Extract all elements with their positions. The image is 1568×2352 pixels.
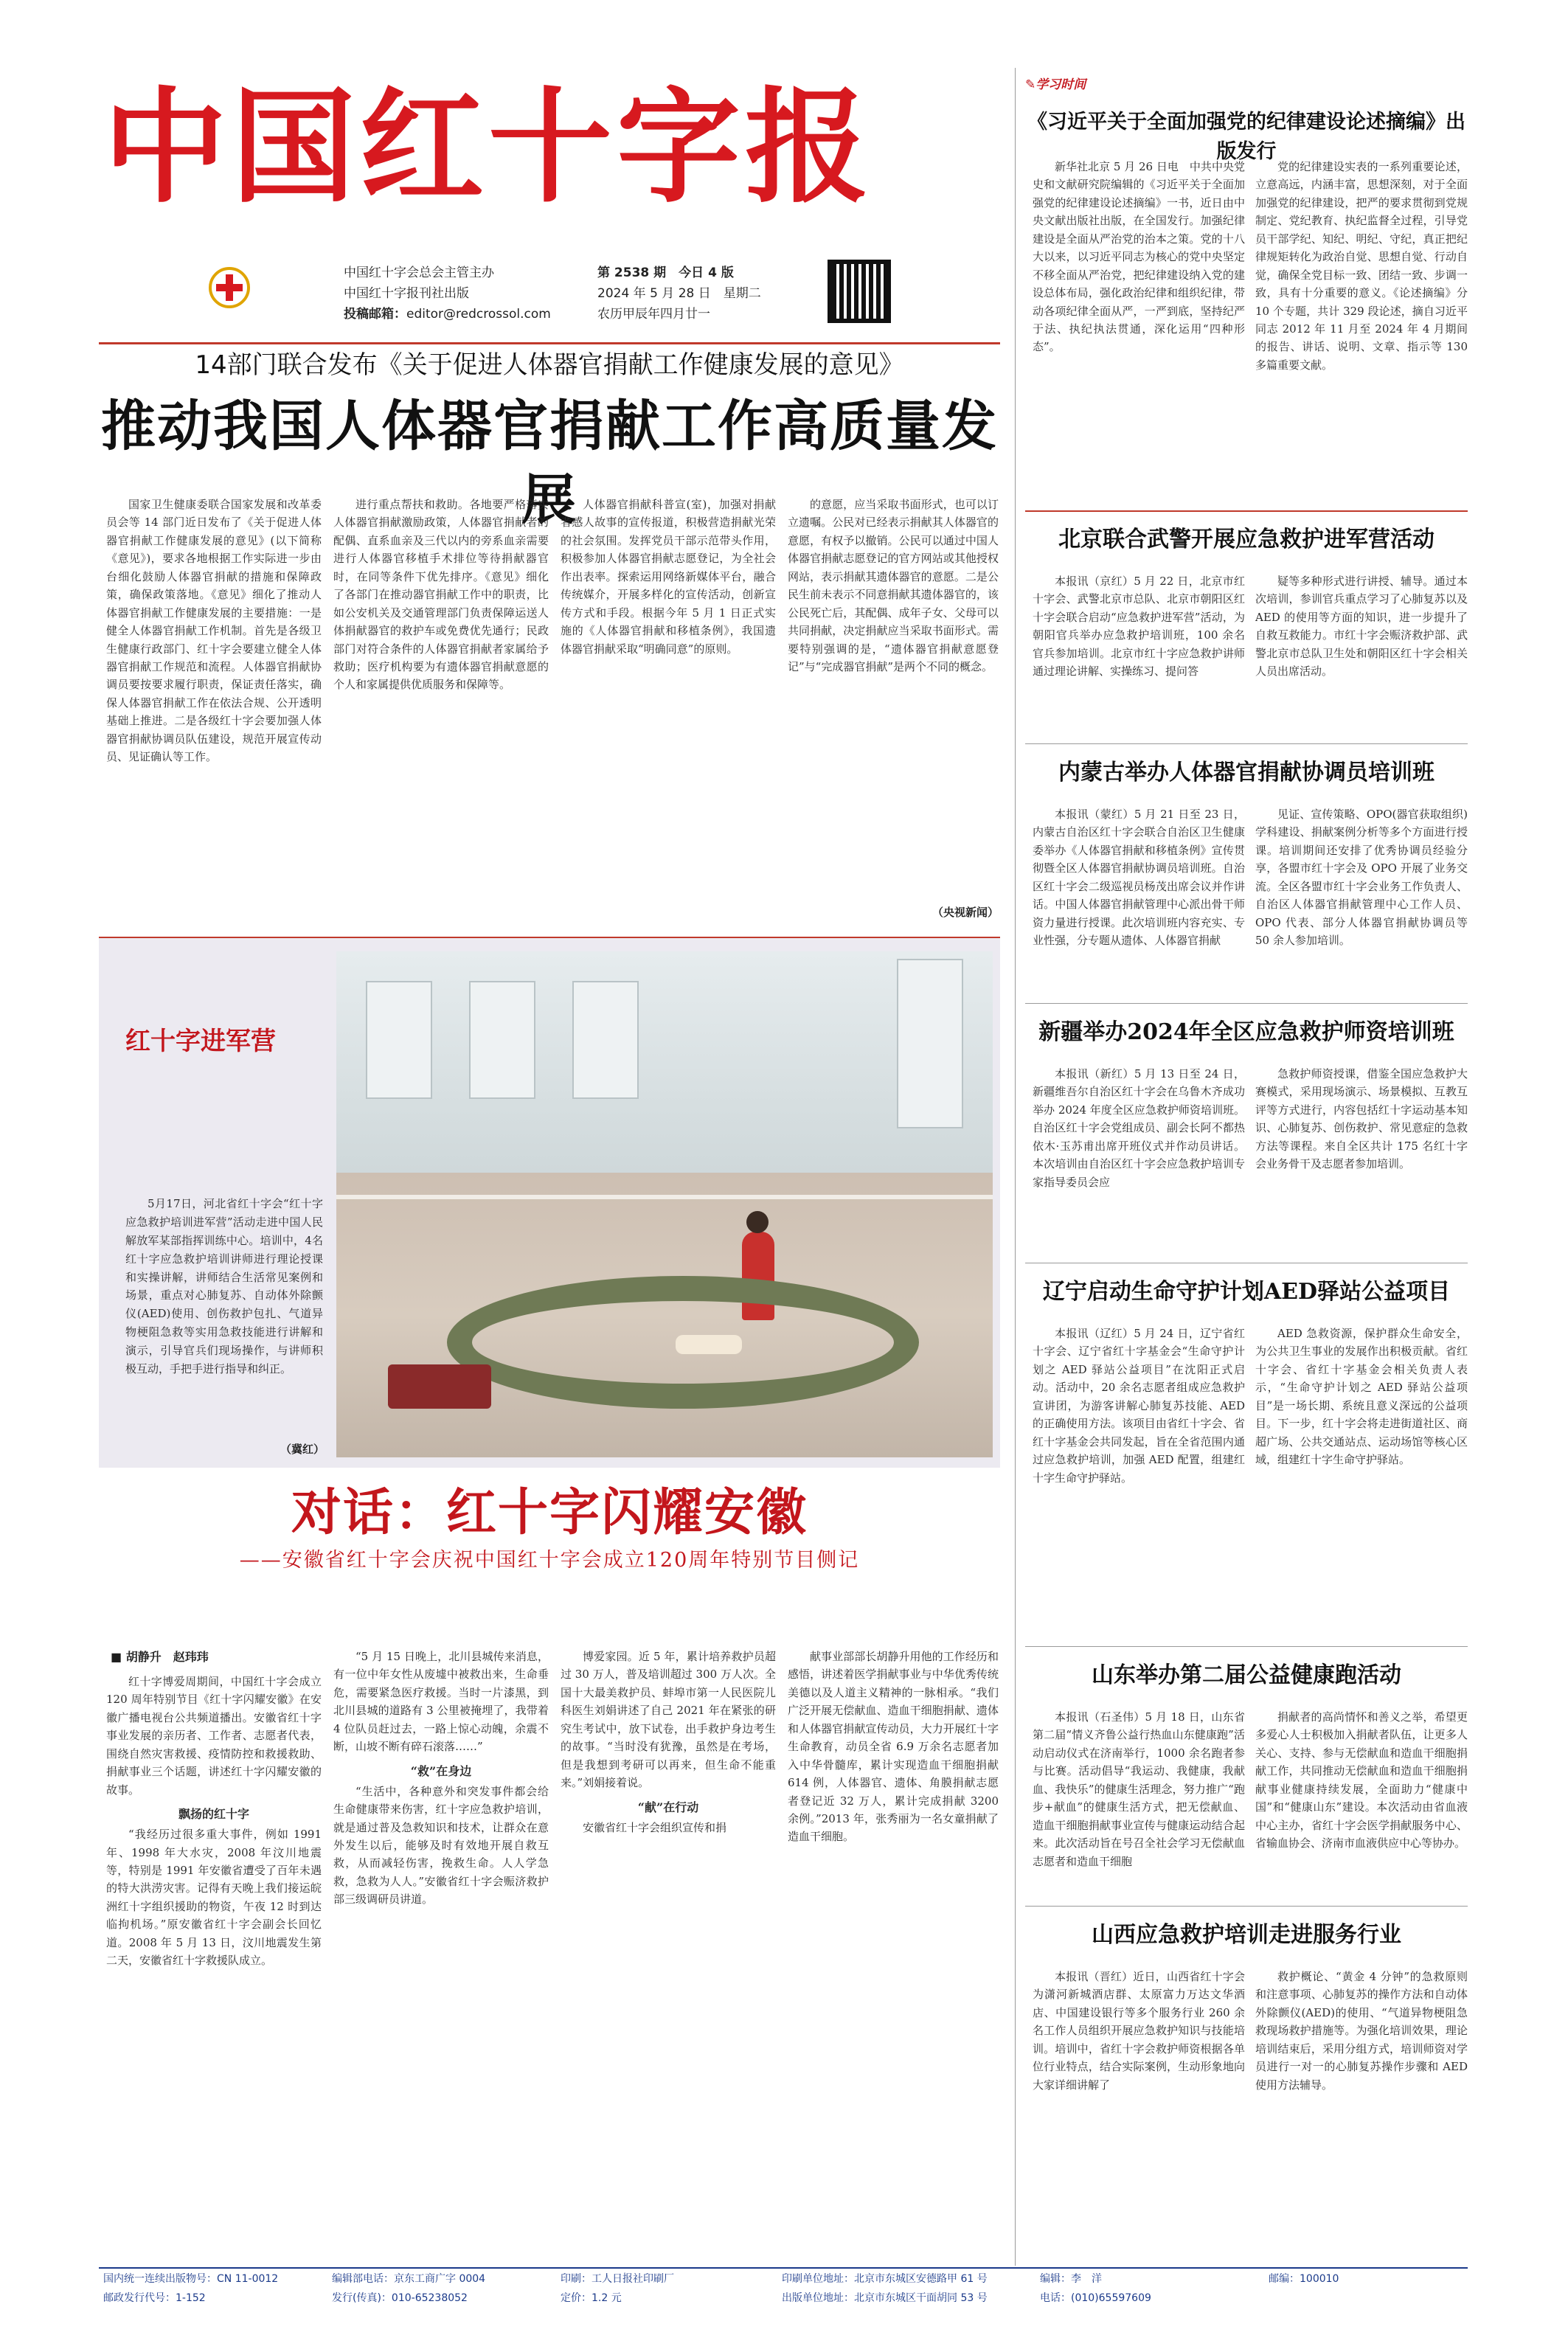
footer-item: 编辑：李 洋: [1040, 2273, 1102, 2285]
news-divider: [1025, 1003, 1468, 1004]
news-headline: 山西应急救护培训走进服务行业: [1092, 1922, 1401, 1948]
news-column-1: 本报讯（京红）5 月 22 日，北京市红十字会、武警北京市总队、北京市朝阳区红十字会联合启动“应急救护进军营”活动，为朝阳官兵举办应急救护培训班，100 余名官兵参加培训。北京市红十字应急救护讲师通过理论讲解、实操练习、提问答: [1033, 575, 1245, 679]
feature-column-3: 博爱家园。近 5 年，累计培养救护员超过 30 万人，普及培训超过 300 万人次。全国十大最美救护员、蚌埠市第一人民医院儿科医生刘娟讲述了自己 2021 年在紧张的研究生考试中，放下试卷，出手救护身边考生的故事。“当时没有犹豫，虽然是在考场，但是我想到考研可以再来，但生命不能重来。”刘娟接着说。 “献”在行动 安徽省红十字会组织宣传和捐: [561, 1650, 776, 1834]
news-headline: 北京联合武警开展应急救护进军营活动: [1058, 527, 1435, 552]
news-divider: [1025, 1906, 1468, 1907]
publisher-line: 中国红十字报刊社出版: [344, 286, 469, 301]
news-column-1: 本报讯（辽红）5 月 24 日，辽宁省红十字会、辽宁省红十字基金会“生命守护计划之 AED 驿站公益项目”在沈阳正式启动。活动中，20 余名志愿者组成应急救护宣讲团，为游客讲解心肺复苏技能、AED 的正确使用方法。该项目由省红十字会、省红十字基金会共同发起，旨在全省范围内通过应急救护培训，加强 AED 配置，组建红十字生命守护驿站。: [1033, 1327, 1245, 1485]
study-column-2: 党的纪律建设实表的一系列重要论述，立意高远，内涵丰富，思想深刻，对于全面加强党的纪律建设，把严的要求贯彻到党规制定、党纪教育、执纪监督全过程，引导党员干部学纪、知纪、明纪、守纪，真正把纪律规矩转化为政治自觉、思想自觉、行动自觉，确保全党目标一致、团结一致、步调一致，具有十分重要的意义。《论述摘编》分 10 个专题，共计 329 段论述，摘自习近平同志 2012 年 11 月至 2024 年 4 月期间的报告、讲话、说明、文章、指示等 130 多篇重要文献。: [1255, 160, 1468, 372]
footer-item: 定价：1.2 元: [561, 2292, 622, 2304]
footer-item: 出版单位地址：北京市东城区干面胡同 53 号: [782, 2292, 988, 2304]
email-address[interactable]: editor@redcrossol.com: [406, 307, 551, 322]
news-column-2: 救护概论、“黄金 4 分钟”的急救原则和注意事项、心肺复苏的操作方法和自动体外除颤仪(AED)的使用、“气道异物梗阻急救现场救护措施等。为强化培训效果，理论培训结束后，采用分组方式，培训师资对学员进行一对一的心肺复苏操作步骤和 AED 使用方法辅导。: [1255, 1970, 1468, 2092]
email-line: [344, 304, 580, 325]
study-badge: ✎学习时间: [1025, 77, 1086, 92]
photo-feature-title: 红十字进军营: [125, 1027, 276, 1056]
lead-column-2: 进行重点帮扶和救助。各地要严格落实人体器官捐献激励政策，人体器官捐献者的配偶、直系血亲及三代以内的旁系血亲需要进行人体器官移植手术排位等待捐献器官时，在同等条件下优先排序。《意见》细化了各部门在推动器官捐献工作中的职责，比如公安机关及交通管理部门负责保障运送人体捐献器官的救护车或免费优先通行；民政部门对符合条件的人体器官捐献者家属给予救助；医疗机构要为有遗体器官捐献意愿的个人和家属提供优质服务和保障等。: [333, 498, 549, 692]
lead-column-1: 国家卫生健康委联合国家发展和改革委员会等 14 部门近日发布了《关于促进人体器官捐献工作健康发展的意见》(以下简称《意见》)，要求各地根据工作实际进一步由台细化鼓励人体器官捐献的措施和保障政策，确保政策落地。《意见》细化了推动人体器官捐献工作健康发展的主要措施：一是健全人体器官捐献工作机制。首先是各级卫生健康行政部门、红十字会要建立健全人体器官捐献工作规范和流程。人体器官捐献协调员要按要求履行职责，保证责任落实，确保人体器官捐献工作在依法合规、公开透明基础上推进。二是各级红十字会要加强人体器官捐献协调员队伍建设，规范开展宣传动员、见证确认等工作。: [106, 498, 322, 764]
lunar-date-line: 农历甲辰年四月廿一: [597, 307, 710, 322]
news-column-1: 本报讯（石圣伟）5 月 18 日，山东省第二届“情义齐鲁公益行热血山东健康跑”活动启动仪式在济南举行，1000 余名跑者参与比赛。活动倡导“我运动、我健康，我献血、我快乐”的健康生活理念，努力推广“跑步+献血”的健康生活方式，把无偿献血、造血干细胞捐献事业宣传与健康运动结合起来。此次活动旨在号召全社会学习无偿献血志愿者和造血干细胞: [1033, 1710, 1245, 1868]
footer-item: 印刷：工人日报社印刷厂: [561, 2273, 674, 2285]
news-column-2: 捐献者的高尚情怀和善义之举，希望更多爱心人士积极加入捐献者队伍，让更多人关心、支持、参与无偿献血和造血干细胞捐献工作，共同推动无偿献血和造血干细胞捐献事业健康持续发展，全面助力“健康中国”和“健康山东”建设。本次活动由省血液中心主办，省红十字会医学捐献服务中心、省输血协会、济南市血液供应中心等协办。: [1255, 1710, 1468, 1850]
photo-feature-credit: （冀红）: [280, 1443, 325, 1456]
footer-item: 印刷单位地址：北京市东城区安德路甲 61 号: [782, 2273, 988, 2285]
feature-subhead-3: “献”在行动: [637, 1800, 699, 1814]
qr-code-icon[interactable]: [828, 260, 891, 323]
news-headline: 辽宁启动生命守护计划AED驿站公益项目: [1042, 1279, 1451, 1305]
news-headline: 山东举办第二届公益健康跑活动: [1092, 1662, 1401, 1688]
footer-item: 邮编：100010: [1269, 2273, 1339, 2285]
footer-item: 邮政发行代号：1-152: [103, 2292, 206, 2304]
lead-kicker: 14部门联合发布《关于促进人体器官捐献工作健康发展的意见》: [195, 350, 904, 380]
news-divider: [1025, 743, 1468, 744]
feature-column-4: 献事业部部长胡静升用他的工作经历和感悟，讲述着医学捐献事业与中华优秀传统美德以及人道主义精神的一脉相承。“我们广泛开展无偿献血、造血干细胞捐献、遗体和人体器官捐献宣传动员，大力开展红十字生命教育，动员全省 6.9 万余名志愿者加入中华骨髓库，累计实现造血干细胞捐献 614 例，人体器官、遗体、角膜捐献志愿者登记近 32 万人，累计完成捐献 3200 余例。”2013 年，张秀丽为一名女童捐献了造血干细胞。: [788, 1650, 999, 1844]
news-column-1: 本报讯（晋红）近日，山西省红十字会为潇河新城酒店群、太原富力万达文华酒店、中国建设银行等多个服务行业 260 余名工作人员组织开展应急救护知识与技能培训。培训中，省红十字会救护师资根据各单位行业特点，结合实际案例，生动形象地向大家详细讲解了: [1033, 1970, 1245, 2092]
training-photo: [336, 951, 993, 1457]
pen-icon: ✎: [1025, 77, 1036, 92]
feature-column-1: 红十字博爱周期间，中国红十字会成立 120 周年特别节目《红十字闪耀安徽》在安徽广播电视台公共频道播出。安徽省红十字事业发展的亲历者、工作者、志愿者代表，围绕自然灾害救援、疫情防控和救援救助、捐献事业三个话题，讲述红十字闪耀安徽的故事。 飘扬的红十字 “我经历过很多重大事件，例如 1991 年、1998 年大水灾，2008 年汶川地震等，特别是 1991 年安徽省遭受了百年未遇的特大洪涝灾害。记得有天晚上我们接运皖洲红十字组织援助的物资，午夜 12 时到达临拘机场。”原安徽省红十字会副会长回忆道。2008 年 5 月 13 日，汶川地震发生第二天，安徽省红十字救援队成立。: [106, 1675, 322, 1968]
footer-item: 发行(传真)：010-65238052: [332, 2292, 468, 2304]
footer-item: 国内统一连续出版物号：CN 11-0012: [103, 2273, 279, 2285]
footer-item: 电话：(010)65597609: [1040, 2292, 1151, 2304]
right-rail-divider: [1015, 68, 1016, 2266]
lead-column-3: 人体器官捐献科普宣(室)，加强对捐献者感人故事的宣传报道，积极营造捐献光荣的社会氛围。发挥党员干部示范带头作用，积极参加人体器官捐献志愿登记，为全社会作出表率。探索运用网络新媒体平台，融合传统媒介，开展多样化的宣传活动，创新宣传方式和手段。根据今年 5 月 1 日正式实施的《人体器官捐献和移植条例》，我国遗体器官捐献采取“明确同意”的原则。: [561, 498, 776, 656]
lead-credit: （央视新闻）: [932, 906, 999, 919]
news-column-2: 急救护师资授课，借鉴全国应急救护大赛模式，采用现场演示、场景模拟、互教互评等方式进行，内容包括红十字运动基本知识、心肺复苏、创伤救护、常见意症的急救方法等课程。来自全区共计 175 名红十字会业务骨干及志愿者参加培训。: [1255, 1067, 1468, 1171]
sponsor-line: 中国红十字会总会主管主办: [344, 266, 494, 280]
news-headline: 内蒙古举办人体器官捐献协调员培训班: [1058, 760, 1435, 785]
feature-subhead-1: 飘扬的红十字: [178, 1807, 249, 1822]
lead-headline: 推动我国人体器官捐献工作高质量发展: [101, 395, 998, 532]
header-info-right: [597, 263, 789, 325]
news-column-2: 见证、宣传策略、OPO(器官获取组织)学科建设、捐献案例分析等多个方面进行授课。培训期间还安排了优秀协调员经验分享，各盟市红十字会及 OPO 开展了业务交流。全区各盟市红十字会业务工作负责人、自治区人体器官捐献管理中心工作人员、OPO 代表、部分人体器官捐献协调员等 50 余人参加培训。: [1255, 808, 1468, 948]
red-cross-emblem: [209, 267, 250, 308]
feature-subtitle: ——安徽省红十字会庆祝中国红十字会成立120周年特别节目侧记: [239, 1549, 860, 1572]
photo-feature-caption: 5月17日，河北省红十字会“红十字应急救护培训进军营”活动走进中国人民解放军某部指挥训练中心。培训中，4名红十字应急救护培训讲师进行理论授课和实操讲解，讲师结合生活常见案例和场景，重点对心肺复苏、自动体外除颤仪(AED)使用、创伤救护包扎、气道异物梗阻急救等实用急救技能进行讲解和演示，引导官兵们现场操作，与讲师积极互动，手把手进行指导和纠正。: [125, 1197, 323, 1376]
study-headline: 《习近平关于全面加强党的纪律建设论述摘编》出版发行: [1027, 111, 1465, 163]
feature-column-2: “5 月 15 日晚上，北川县城传来消息，有一位中年女性从废墟中被救出来，生命垂危，需要紧急医疗救援。当时一片漆黑，到北川县城的道路有 3 公里被掩埋了，我带着 4 位队员赶过去，一路上惊心动魄，余震不断，山坡不断有碎石滚落……” “救”在身边 “生活中，各种意外和突发事件都会给生命健康带来伤害，红十字应急救护培训，就是通过普及急救知识和技术，让群众在意外发生以后，能够及时有效地开展自救互救，从而减轻伤害，挽救生命。人人学急救，急救为人人。”安徽省红十字会赈济救护部三级调研员讲道。: [333, 1650, 549, 1907]
masthead-title: 中国红十字报: [103, 74, 873, 220]
feature-byline: ■ 胡静升 赵玮玮: [111, 1650, 209, 1664]
issue-line: 第 2538 期 今日 4 版: [597, 266, 734, 280]
feature-subhead-2: “救”在身边: [410, 1763, 472, 1778]
news-column-1: 本报讯（蒙红）5 月 21 日至 23 日，内蒙古自治区红十字会联合自治区卫生健康委举办《人体器官捐献和移植条例》宣传贯彻暨全区人体器官捐献协调员培训班。自治区红十字会二级巡视员杨茂出席会议并作讲话。中国人体器官捐献管理中心派出骨干师资力量进行授课。此次培训班内容充实、专业性强，分专题从遗体、人体器官捐献: [1033, 808, 1245, 948]
news-column-2: AED 急救资源，保护群众生命安全，为公共卫生事业的发展作出积极贡献。省红十字会、省红十字基金会相关负责人表示，“生命守护计划之 AED 驿站公益项目”是一场长期、系统且意义深远的公益项目。下一步，红十字会将走进街道社区、商超广场、公共交通站点、运动场馆等核心区域，组建红十字生命守护驿站。: [1255, 1327, 1468, 1467]
lead-column-4: 的意愿，应当采取书面形式，也可以订立遗嘱。公民对已经表示捐献其人体器官的意愿，有权予以撤销。公民可以通过中国人体器官捐献志愿登记的官方网站或其他授权网站，表示捐献其遗体器官的意愿。二是公民生前未表示不同意捐献其遗体器官的，该公民死亡后，其配偶、成年子女、父母可以共同捐献，决定捐献应当采取书面形式。需要特别强调的是，“遗体器官捐献意愿登记”与“完成器官捐献”是两个不同的概念。: [788, 498, 999, 673]
news-divider: [1025, 1646, 1468, 1647]
masthead-divider: [99, 342, 1000, 344]
header-info-left: [344, 263, 580, 325]
date-line: 2024 年 5 月 28 日 星期二: [597, 286, 761, 301]
news-headline: 新疆举办2024年全区应急救护师资培训班: [1038, 1019, 1454, 1045]
news-column-1: 本报讯（新红）5 月 13 日至 24 日，新疆维吾尔自治区红十字会在乌鲁木齐成功举办 2024 年度全区应急救护师资培训班。自治区红十字会党组成员、副会长阿不都热依木·玉苏甫出席开班仪式并作动员讲话。本次培训由自治区红十字会应急救护培训专家指导委员会应: [1033, 1067, 1245, 1189]
footer-item: 编辑部电话：京东工商广字 0004: [332, 2273, 486, 2285]
feature-title: 对话：红十字闪耀安徽: [291, 1483, 808, 1542]
email-label: 投稿邮箱：: [344, 307, 406, 322]
study-column-1: 新华社北京 5 月 26 日电 中共中央党史和文献研究院编辑的《习近平关于全面加强党的纪律建设论述摘编》一书，近日由中央文献出版社出版，在全国发行。加强纪律建设是全面从严治党的治本之策。党的十八大以来，以习近平同志为核心的党中央坚定不移全面从严治党，把纪律建设纳入党的建设总体布局，强化政治纪律和组织纪律，带动各项纪律全面从严，一严到底，坚持纪严于法、执纪执法贯通，深化运用“四种形态”。: [1033, 160, 1245, 354]
news-column-2: 疑等多种形式进行讲授、辅导。通过本次培训，参训官兵重点学习了心肺复苏以及 AED 的使用等方面的知识，进一步提升了自救互救能力。市红十字会赈济救护部、武警北京市总队卫生处和朝阳区红十字会相关人员出席活动。: [1255, 575, 1468, 679]
